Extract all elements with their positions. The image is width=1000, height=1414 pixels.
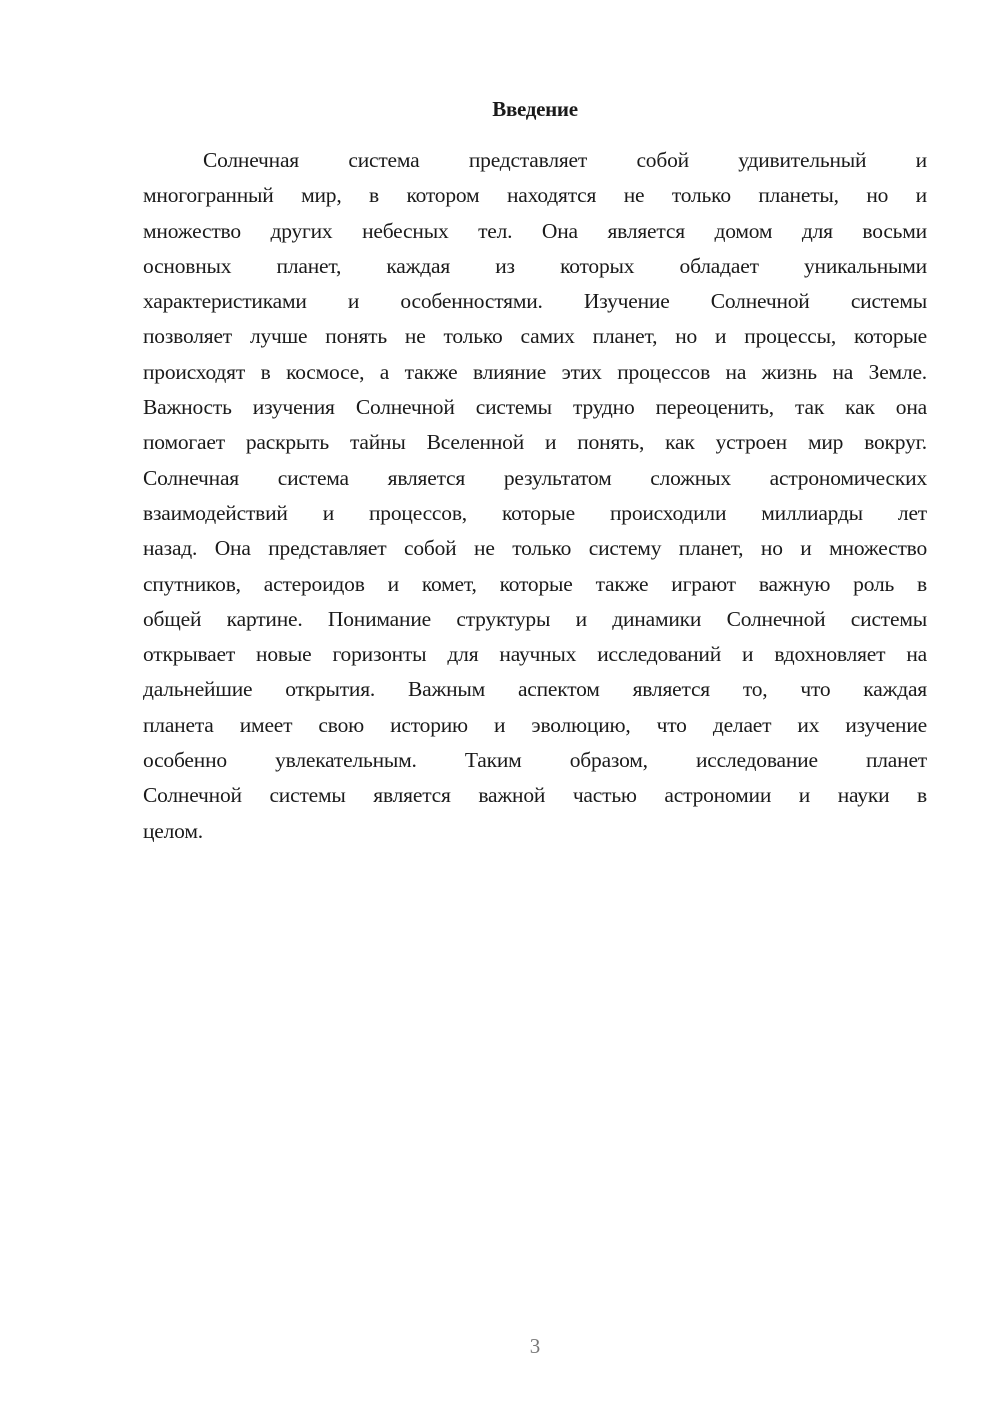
- text-line: спутников, астероидов и комет, которые также играют важную роль в: [143, 571, 927, 596]
- text-line: помогает раскрыть тайны Вселенной и понять, как устроен мир вокруг.: [143, 430, 927, 455]
- text-line: характеристиками и особенностями. Изучение Солнечной системы: [143, 289, 927, 314]
- section-heading: Введение: [492, 97, 578, 121]
- text-line: Солнечная система является результатом сложных астрономических: [143, 465, 927, 490]
- text-line: множество других небесных тел. Она является домом для восьми: [143, 218, 927, 243]
- text-line: взаимодействий и процессов, которые происходили миллиарды лет: [143, 500, 927, 525]
- text-line: Солнечная система представляет собой удивительный и: [203, 148, 927, 172]
- text-line: планета имеет свою историю и эволюцию, что делает их изучение: [143, 712, 927, 737]
- text-line: особенно увлекательным. Таким образом, исследование планет: [143, 748, 927, 773]
- body-paragraph: [143, 143, 927, 849]
- text-line: целом.: [143, 818, 203, 843]
- text-line: многогранный мир, в котором находятся не только планеты, но и: [143, 183, 927, 208]
- text-line: Солнечной системы является важной частью астрономии и науки в: [143, 783, 927, 808]
- text-line: основных планет, каждая из которых обладает уникальными: [143, 253, 927, 278]
- text-line: происходят в космосе, а также влияние этих процессов на жизнь на Земле.: [143, 359, 927, 384]
- page-number: 3: [529, 1334, 541, 1358]
- text-line: позволяет лучше понять не только самих планет, но и процессы, которые: [143, 324, 927, 349]
- text-line: открывает новые горизонты для научных исследований и вдохновляет на: [143, 642, 927, 667]
- text-line: общей картине. Понимание структуры и динамики Солнечной системы: [143, 606, 927, 631]
- text-line: назад. Она представляет собой не только систему планет, но и множество: [143, 536, 927, 561]
- text-line: дальнейшие открытия. Важным аспектом является то, что каждая: [143, 677, 927, 702]
- text-line: Важность изучения Солнечной системы трудно переоценить, так как она: [143, 395, 927, 420]
